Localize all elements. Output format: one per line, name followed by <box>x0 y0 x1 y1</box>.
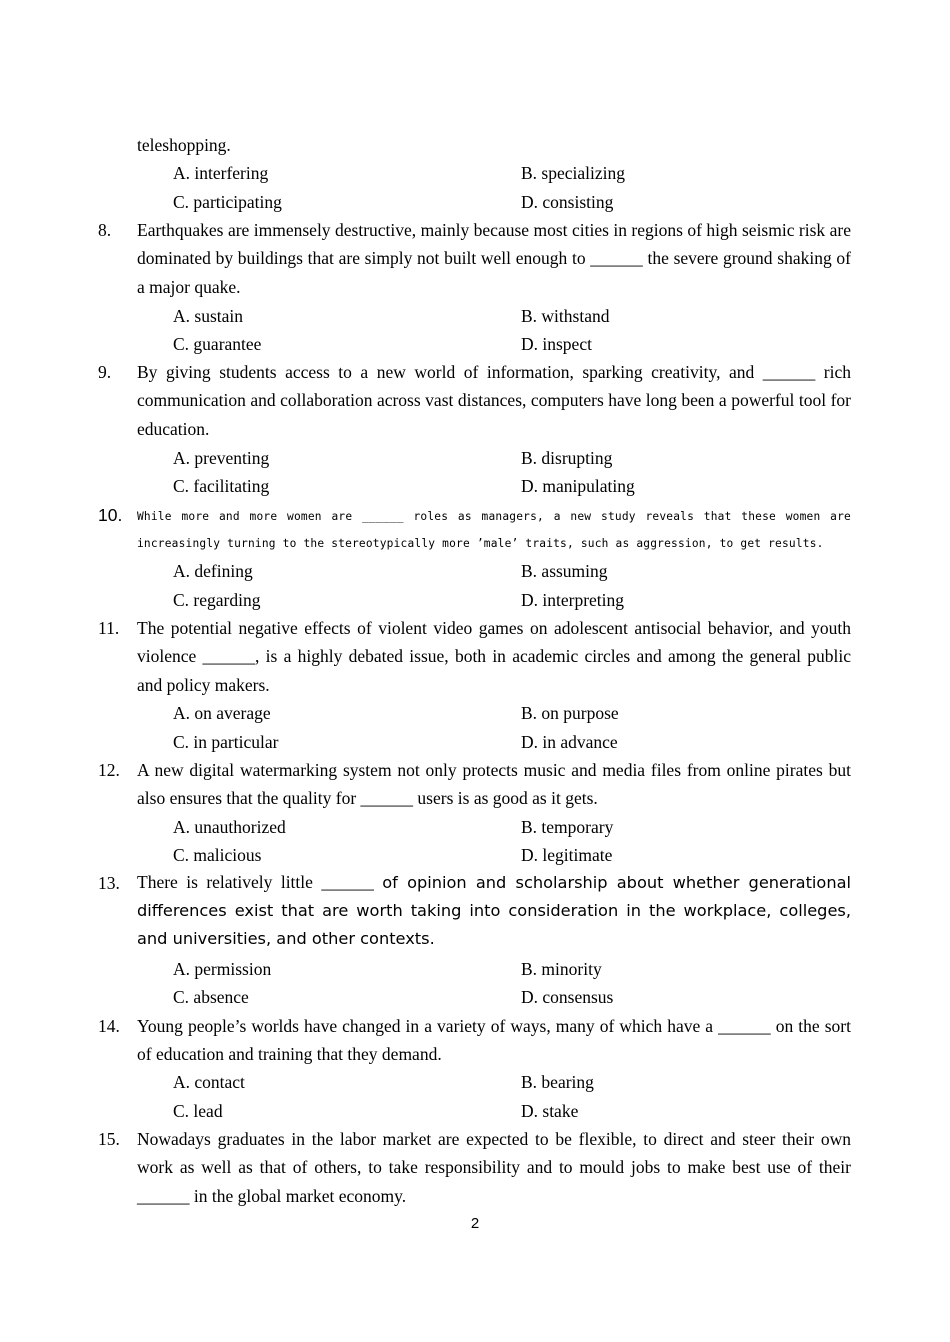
q10-number: 10. <box>98 505 123 525</box>
q13-text-start: There is relatively little ______ <box>137 872 383 892</box>
q11-option-a: A. on average <box>173 703 271 723</box>
q10-option-c: C. regarding <box>173 590 261 610</box>
q7-option-d: D. consisting <box>521 192 614 212</box>
q9-option-b: B. disrupting <box>521 448 613 468</box>
q8-number: 8. <box>98 220 112 240</box>
q13-option-d: D. consensus <box>521 987 614 1007</box>
q10-option-b: B. assuming <box>521 561 608 581</box>
q7-option-b: B. specializing <box>521 163 626 183</box>
q11-option-d: D. in advance <box>521 732 618 752</box>
q11-option-b: B. on purpose <box>521 703 619 723</box>
q8-option-a: A. sustain <box>173 306 243 326</box>
q9-option-d: D. manipulating <box>521 476 635 496</box>
q8-option-b: B. withstand <box>521 306 610 326</box>
q11-text: The potential negative effects of violent video games on adolescent antisocial behavior, and youth violence ______, is a highly debated issue, both in academic circles and among the general public and policy makers. <box>137 618 851 695</box>
q12-text: A new digital watermarking system not only protects music and media files from online pirates but also ensures that the quality for ______ users is as good as it gets. <box>137 760 851 809</box>
q12-number: 12. <box>98 760 120 780</box>
q13-text-rest: of opinion and scholarship about whether generational differences exist that are worth taking into consideration in the workplace, colleges, and universities, and other contexts. <box>137 873 851 948</box>
q12-option-b: B. temporary <box>521 817 614 837</box>
q13-option-c: C. absence <box>173 987 249 1007</box>
q14-option-b: B. bearing <box>521 1072 594 1092</box>
q14-number: 14. <box>98 1016 120 1036</box>
q7-option-a: A. interfering <box>173 163 269 183</box>
q12-option-c: C. malicious <box>173 845 262 865</box>
q15-number: 15. <box>98 1129 120 1149</box>
q11-number: 11. <box>98 618 120 638</box>
q7-text-tail: teleshopping. <box>137 135 231 155</box>
q7-option-c: C. participating <box>173 192 282 212</box>
q15-text: Nowadays graduates in the labor market are expected to be flexible, to direct and steer their own work as well as that of others, to take responsibility and to mould jobs to make best use of their ______ in the global market economy. <box>137 1129 851 1206</box>
q14-text: Young people’s worlds have changed in a variety of ways, many of which have a ______ on the sort of education and training that they demand. <box>137 1016 851 1065</box>
page-number: 2 <box>470 1215 480 1232</box>
q14-option-c: C. lead <box>173 1101 223 1121</box>
q10-option-a: A. defining <box>173 561 253 581</box>
q10-option-d: D. interpreting <box>521 590 625 610</box>
q13-option-a: A. permission <box>173 959 272 979</box>
q14-option-a: A. contact <box>173 1072 245 1092</box>
q13-text <box>137 869 851 953</box>
q13-number: 13. <box>98 873 120 893</box>
q12-option-d: D. legitimate <box>521 845 613 865</box>
q11-option-c: C. in particular <box>173 732 279 752</box>
q9-number: 9. <box>98 362 112 382</box>
q14-option-d: D. stake <box>521 1101 579 1121</box>
q9-option-a: A. preventing <box>173 448 270 468</box>
q8-option-d: D. inspect <box>521 334 592 354</box>
q10-text: While more and more women are ______ roles as managers, a new study reveals that these women are increasingly turning to the stereotypically more ’male’ traits, such as aggression, to get results. <box>137 510 851 550</box>
q13-option-b: B. minority <box>521 959 602 979</box>
q9-option-c: C. facilitating <box>173 476 270 496</box>
q8-text: Earthquakes are immensely destructive, mainly because most cities in regions of high seismic risk are dominated by buildings that are simply not built well enough to ______ the severe ground shaking of a major quake. <box>137 220 851 297</box>
q12-option-a: A. unauthorized <box>173 817 286 837</box>
q9-text: By giving students access to a new world of information, sparking creativity, and ______ rich communication and collaboration across vast distances, computers have long been a powerful tool for education. <box>137 362 851 439</box>
q8-option-c: C. guarantee <box>173 334 262 354</box>
